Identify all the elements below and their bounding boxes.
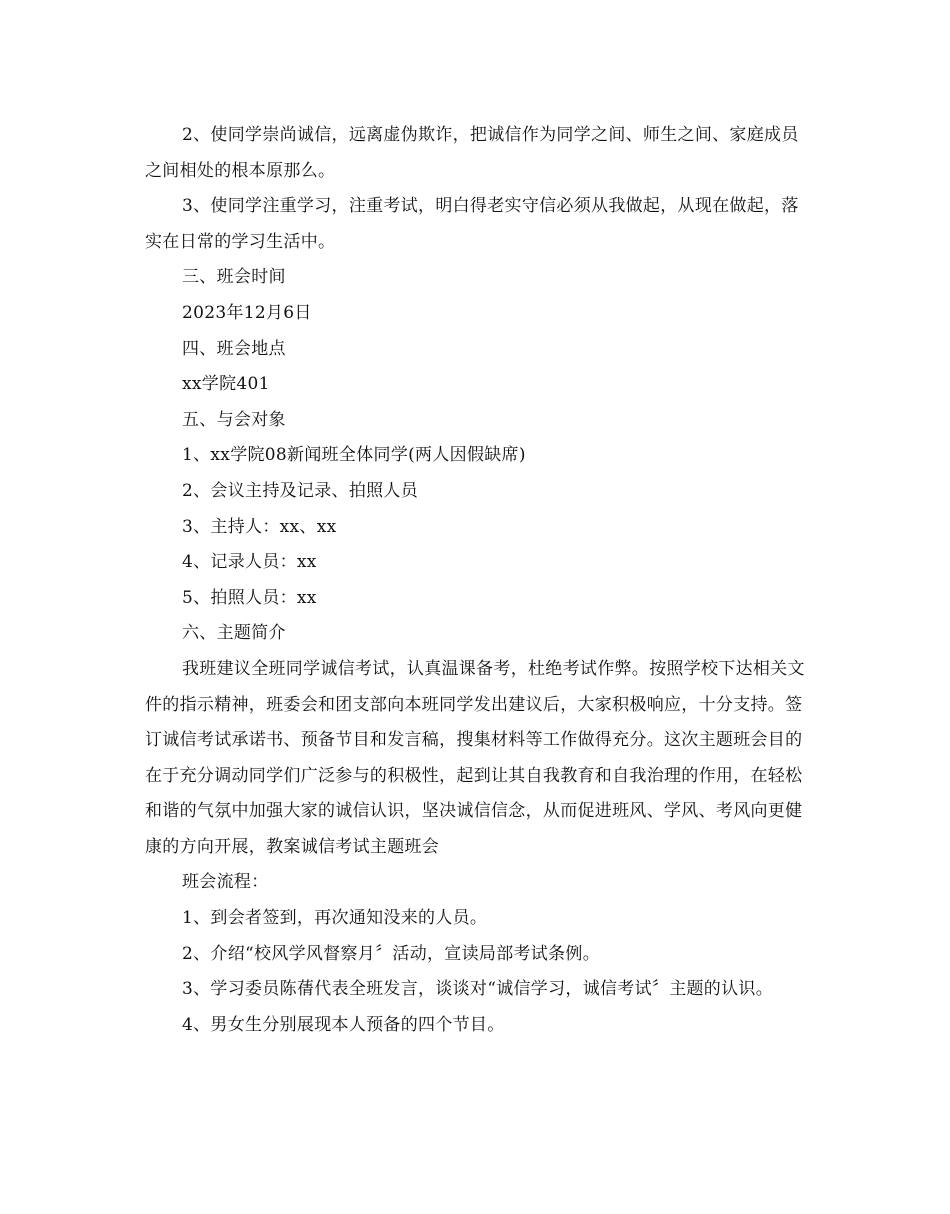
process-item-3: 3、学习委员陈蒨代表全班发言，谈谈对“诚信学习，诚信考试〞主题的认识。 xyxy=(182,979,774,1000)
meeting-date: 2023年12月6日 xyxy=(182,302,312,323)
attendee-item-4: 4、记录人员：xx xyxy=(182,552,317,573)
process-item-4: 4、男女生分别展现本人预备的四个节目。 xyxy=(182,1014,505,1035)
theme-description: 我班建议全班同学诚信考试，认真温课备考，杜绝考试作弊。按照学校下达相关文件的指示精神，班委会和团支部向本班同学发出建议后，大家积极响应，十分支持。签订诚信考试承诺书、预备节目和发言稿，搜集材料等工作做得充分。这次主题班会目的在于充分调动同学们广泛参与的积极性，起到让其自我教育和自我治理的作用，在轻松和谐的气氛中加强大家的诚信认识，坚决诚信信念，从而促进班风、学风、考风向更健康的方向开展，教案诚信考试主题班会 xyxy=(145,658,805,857)
goal-item-2: 2、使同学崇尚诚信，远离虚伪欺诈，把诚信作为同学之间、师生之间、家庭成员之间相处的根本原那么。 xyxy=(145,125,799,181)
meeting-location: xx学院401 xyxy=(182,374,270,395)
attendee-item-1: 1、xx学院08新闻班全体同学(两人因假缺席) xyxy=(182,445,526,466)
section-heading-theme: 六、主题简介 xyxy=(182,623,286,644)
document-body xyxy=(145,118,810,1043)
attendee-item-3: 3、主持人：xx、xx xyxy=(182,516,337,537)
attendee-item-5: 5、拍照人员：xx xyxy=(182,587,317,608)
section-heading-location: 四、班会地点 xyxy=(182,338,286,359)
process-item-2: 2、介绍“校风学风督察月〞活动，宣读局部考试条例。 xyxy=(182,943,601,964)
attendee-item-2: 2、会议主持及记录、拍照人员 xyxy=(182,480,419,501)
goal-item-3: 3、使同学注重学习，注重考试，明白得老实守信必须从我做起，从现在做起，落实在日常的学习生活中。 xyxy=(145,196,799,252)
process-item-1: 1、到会者签到，再次通知没来的人员。 xyxy=(182,908,488,929)
section-heading-attendees: 五、与会对象 xyxy=(182,409,286,430)
process-heading: 班会流程： xyxy=(182,872,269,893)
section-heading-time: 三、班会时间 xyxy=(182,267,286,288)
